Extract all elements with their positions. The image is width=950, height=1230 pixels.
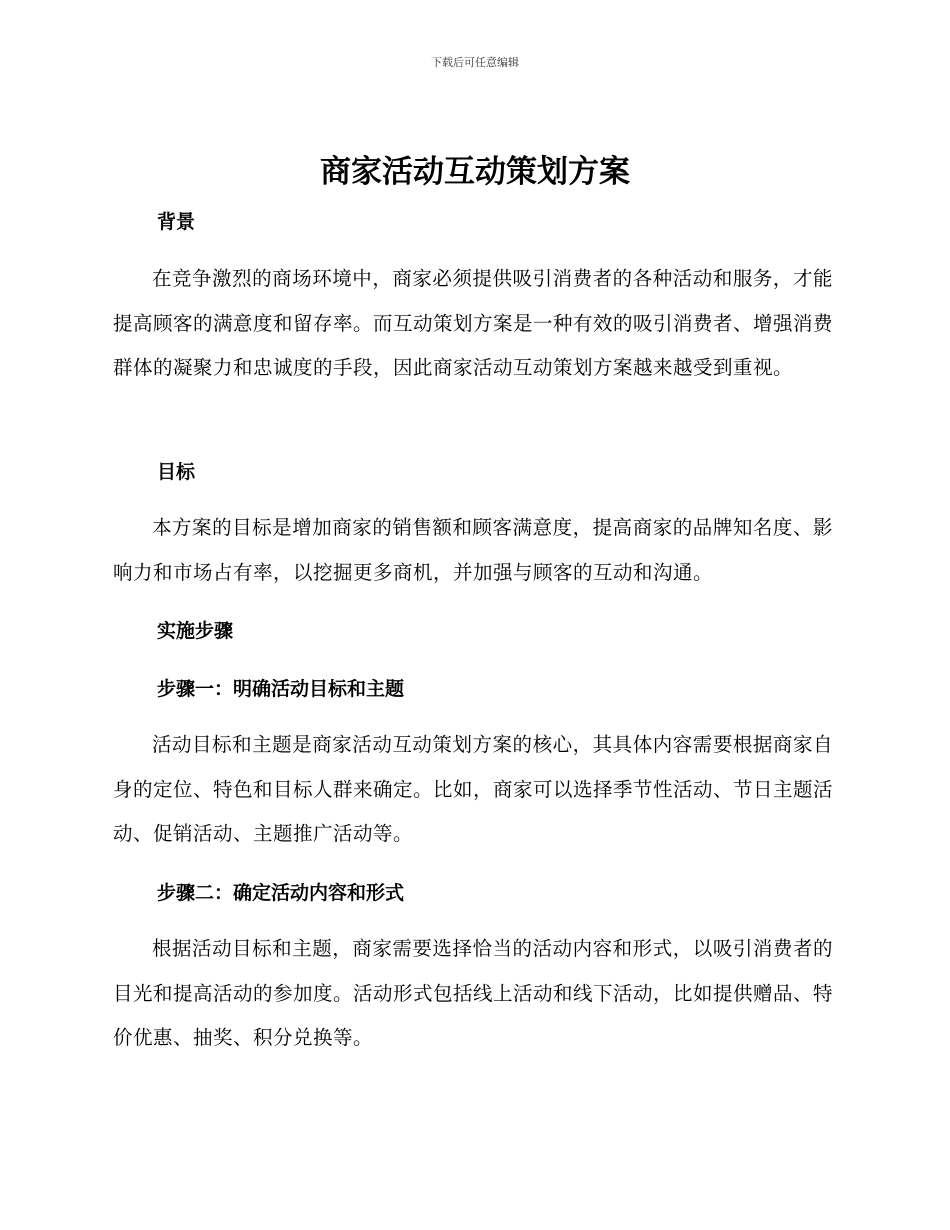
paragraph-step-1: 活动目标和主题是商家活动互动策划方案的核心，其具体内容需要根据商家自身的定位、特色和目标人群来确定。比如，商家可以选择季节性活动、节日主题活动、促销活动、主题推广活动等。 bbox=[113, 733, 834, 845]
section-heading-background: 背景 bbox=[157, 211, 196, 233]
document-title: 商家活动互动策划方案 bbox=[320, 154, 630, 190]
paragraph-step-2: 根据活动目标和主题，商家需要选择恰当的活动内容和形式，以吸引消费者的目光和提高活动的参加度。活动形式包括线上活动和线下活动，比如提供赠品、特价优惠、抽奖、积分兑换等。 bbox=[113, 937, 834, 1049]
paragraph-goal: 本方案的目标是增加商家的销售额和顾客满意度，提高商家的品牌知名度、影响力和市场占有率，以挖掘更多商机，并加强与顾客的互动和沟通。 bbox=[113, 516, 833, 584]
step-heading-1: 步骤一：明确活动目标和主题 bbox=[157, 678, 405, 700]
section-heading-goal: 目标 bbox=[157, 461, 196, 483]
header-note: 下载后可任意编辑 bbox=[431, 56, 519, 69]
step-heading-2: 步骤二：确定活动内容和形式 bbox=[157, 882, 405, 904]
paragraph-background: 在竞争激烈的商场环境中，商家必须提供吸引消费者的各种活动和服务，才能提高顾客的满意度和留存率。而互动策划方案是一种有效的吸引消费者、增强消费群体的凝聚力和忠诚度的手段，因此商家活动互动策划方案越来越受到重视。 bbox=[113, 267, 834, 379]
section-heading-steps: 实施步骤 bbox=[157, 620, 234, 642]
